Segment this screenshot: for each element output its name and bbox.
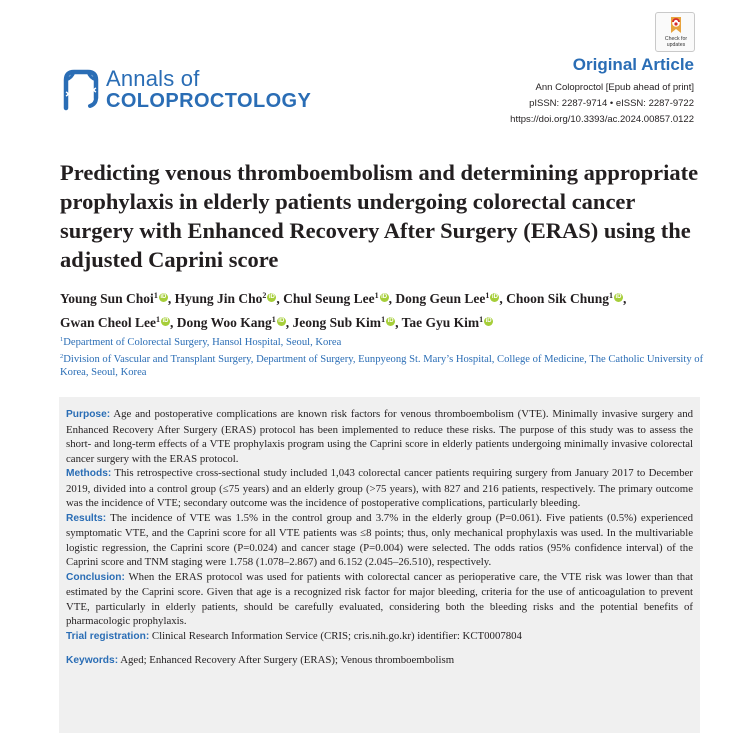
orcid-icon[interactable]: iD: [491, 294, 498, 300]
purpose-label: Purpose:: [66, 409, 111, 420]
abstract-trial-registration: Trial registration: Clinical Research Information Service (CRIS; cris.nih.go.kr) identifier: KCT0007804: [66, 629, 522, 642]
author[interactable]: Tae Gyu Kim$^1$ iD: [401, 315, 492, 330]
author[interactable]: Dong Geun Lee$^1$ iD: [395, 291, 498, 306]
keywords-label: Keywords:: [66, 655, 119, 666]
author[interactable]: Chul Seung Lee$^1$ iD: [283, 291, 388, 306]
article-type: Original Article: [572, 55, 694, 74]
orcid-icon[interactable]: iD: [615, 294, 622, 300]
abstract-purpose: Purpose: Age and postoperative complications are known risk factors for venous thromboembolism (VTE). Minimally invasive surgery and Enhanced Recovery After Surgery (ERAS) protocol has been implemented to reduce these risks. The purpose of this study was to assess the short- and long-term effects of a VTE prophylaxis program using the Caprini score in elderly patients undergoing minimally invasive colorectal cancer surgery with the ERAS protocol.: [66, 408, 693, 465]
abstract-keywords: Keywords: Aged; Enhanced Recovery After Surgery (ERAS); Venous thromboembolism: [66, 654, 455, 666]
author[interactable]: Young Sun Choi$^1$ iD: [60, 291, 167, 306]
methods-label: Methods:: [66, 468, 112, 479]
journal-name-line2: COLOPROCTOLOGY: [106, 90, 312, 112]
check-for-updates-label: Check for updates: [664, 36, 688, 48]
affiliation: $^1$Department of Colorectal Surgery, Hansol Hospital, Seoul, Korea: [60, 336, 342, 348]
author[interactable]: Jeong Sub Kim$^1$ iD: [292, 315, 394, 330]
colon-logo-icon: [60, 68, 102, 114]
author[interactable]: Dong Woo Kang$^1$ iD: [176, 315, 285, 330]
results-label: Results:: [66, 512, 107, 524]
article-title: Predicting venous thromboembolism and determining appropriate prophylaxis in elderly patients undergoing colorectal cancer surgery with Enhanced Recovery After Surgery (ERAS) using the adjusted Caprini score: [60, 160, 699, 272]
abstract-conclusion: Conclusion: When the ERAS protocol was used for patients with colorectal cancer as perioperative care, the VTE risk was lower than that estimated by the Caprini score. Given that age is a recognized risk factor for major bleeding, criteria for the use of anticoagulation to prevent VTE, particularly in elderly patients, should be carefully evaluated, considering both the bleeding risks and the potential benefits of pharmacologic prophylaxis.: [66, 570, 693, 627]
conclusion-label: Conclusion:: [66, 571, 125, 583]
orcid-icon[interactable]: iD: [162, 318, 169, 324]
orcid-icon[interactable]: iD: [160, 294, 167, 300]
doi-link[interactable]: https://doi.org/10.3393/ac.2024.00857.0122: [510, 114, 694, 125]
author-list: Young Sun Choi$^1$ iD , Hyung Jin Cho$^2$ iD , Chul Seung Lee$^1$ iD , Dong Geun Lee$^1$ iD , Choon Sik Chung$^1$ iD , Gwan Cheol Lee$^1$ iD , Dong Woo Kang$^1$ iD , Jeong Sub Kim$^1$ iD , Tae Gyu Kim$^1$ iD: [60, 291, 627, 330]
author[interactable]: Gwan Cheol Lee$^1$ iD: [60, 315, 169, 330]
affiliation: $^2$Division of Vascular and Transplant Surgery, Department of Surgery, Eunpyeong St. Mary’s Hospital, College of Medicine, The Catholic University of Korea, Seoul, Korea: [60, 353, 704, 378]
abstract-results: Results: The incidence of VTE was 1.5% in the control group and 3.7% in the elderly group (P=0.061). Five patients (0.5%) experienced symptomatic VTE, and the Caprini score for all VTE patients was ≤8 points; thus, only mechanical prophylaxis was used. In the multivariable logistic regression, the Caprini score (P=0.024) and cancer stage (P=0.004) were selected. The odds ratios (95% confidence interval) of the Caprini score and TNM staging were 1.758 (1.078–2.867) and 6.152 (2.045–26.510), respectively.: [66, 511, 693, 568]
orcid-icon[interactable]: iD: [268, 294, 275, 300]
orcid-icon[interactable]: iD: [485, 318, 492, 324]
trial-label: Trial registration:: [66, 630, 150, 642]
orcid-icon[interactable]: iD: [387, 318, 394, 324]
abstract-methods: Methods: This retrospective cross-sectional study included 1,043 colorectal cancer patients requiring surgery from January 2017 to December 2019, divided into a control group (≤75 years) and an elderly group (>75 years), with 827 and 216 patients, respectively. The primary outcome was the incidence of VTE; secondary outcome was the incidence of postoperative complications, particularly bleeding.: [66, 467, 693, 509]
check-for-updates-badge[interactable]: [655, 12, 695, 52]
author[interactable]: Choon Sik Chung$^1$ iD: [506, 291, 622, 306]
bookmark-icon: [668, 16, 684, 34]
journal-issue: Ann Coloproctol [Epub ahead of print]: [535, 82, 694, 93]
author[interactable]: Hyung Jin Cho$^2$ iD: [174, 291, 275, 306]
orcid-icon[interactable]: iD: [278, 318, 285, 324]
journal-name-line1: Annals of: [106, 66, 200, 91]
orcid-icon[interactable]: iD: [381, 294, 388, 300]
issn: pISSN: 2287-9714 • eISSN: 2287-9722: [529, 98, 694, 109]
affiliations: [60, 333, 710, 380]
abstract-box: [59, 397, 700, 733]
